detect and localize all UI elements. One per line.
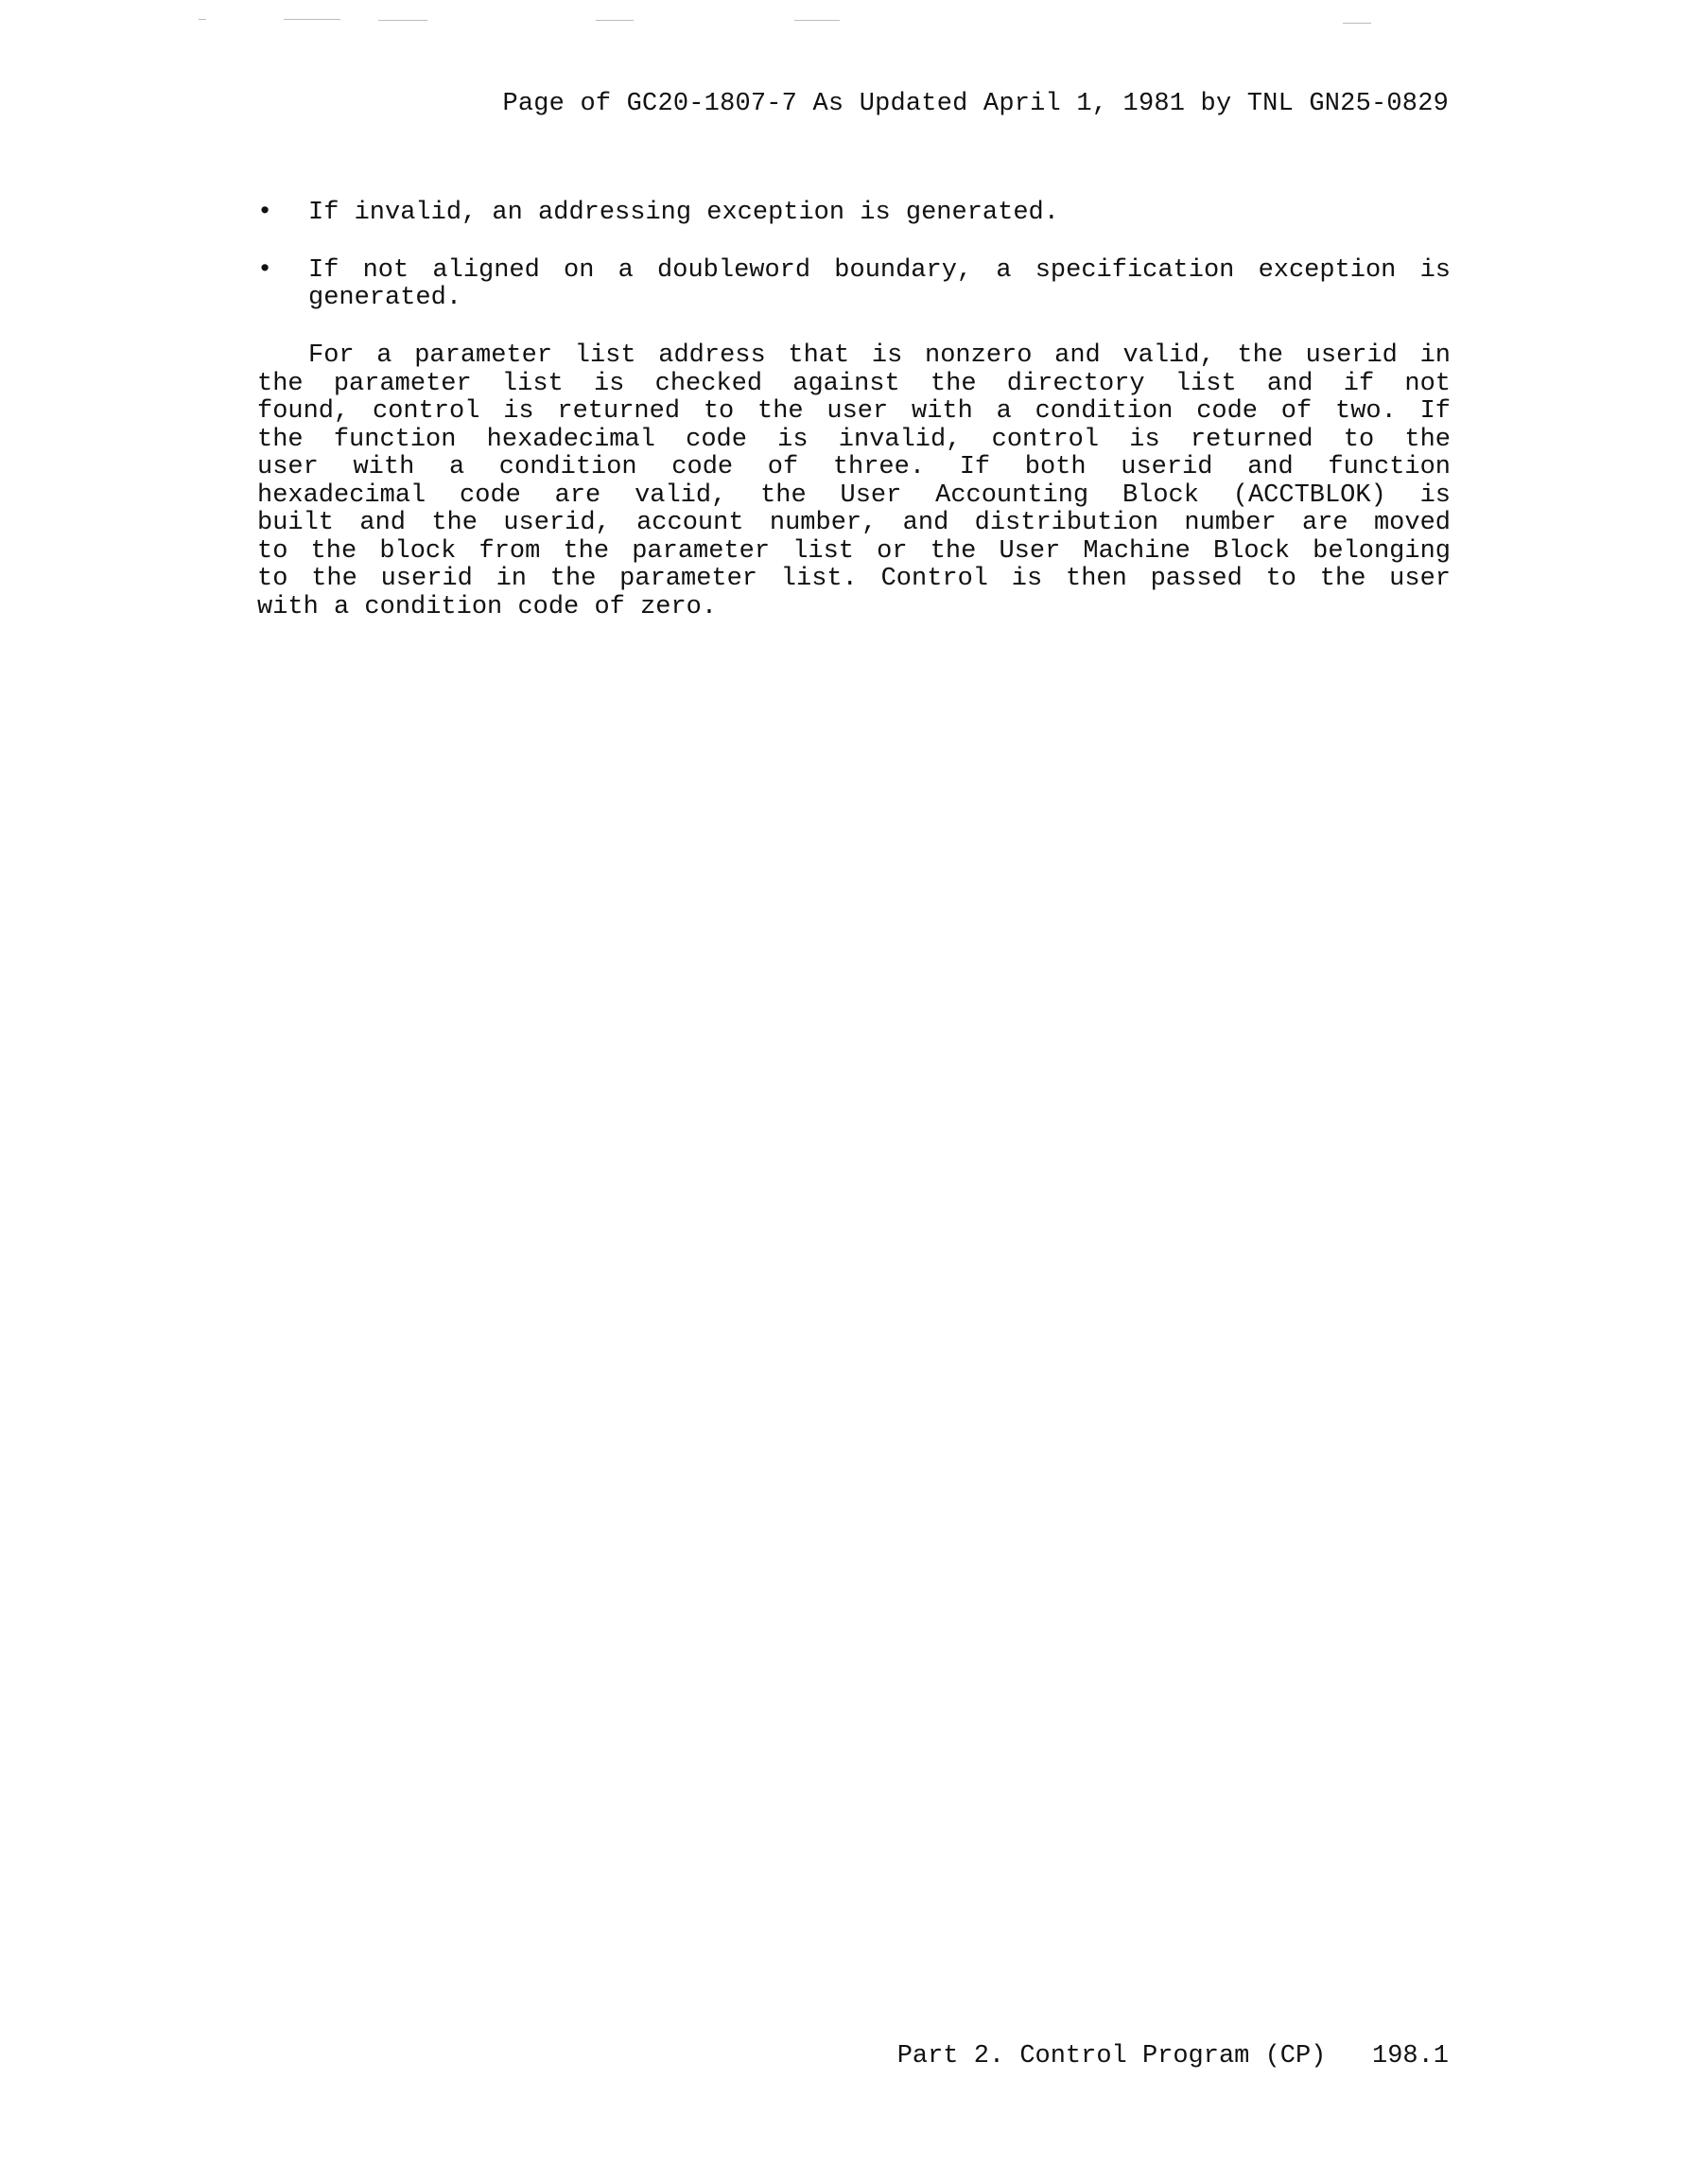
scan-artifact bbox=[199, 19, 206, 20]
scan-artifact bbox=[596, 20, 634, 21]
scan-artifact bbox=[1343, 23, 1371, 24]
list-item bbox=[257, 257, 1451, 313]
paragraph-line: user with a condition code of three. If both userid and function bbox=[257, 453, 1451, 481]
bullet-text: If not aligned on a doubleword boundary, a specification exception is generated. bbox=[308, 255, 1451, 312]
paragraph-line: hexadecimal code are valid, the User Accounting Block (ACCTBLOK) is bbox=[257, 480, 1451, 510]
paragraph-line: to the userid in the parameter list. Control is then passed to the user bbox=[257, 565, 1451, 593]
paragraph-line: found, control is returned to the user with a condition code of two. If bbox=[257, 397, 1451, 426]
paragraph-line: the parameter list is checked against the directory list and if not bbox=[257, 369, 1451, 398]
paragraph-line: with a condition code of zero. bbox=[257, 592, 718, 621]
bullet-list bbox=[257, 200, 1451, 342]
page-header: Page of GC20-1807-7 As Updated April 1, 1981 by TNL GN25-0829 bbox=[502, 90, 1449, 118]
paragraph-line: built and the userid, account number, and distribution number are moved bbox=[257, 509, 1451, 537]
bullet-marker: • bbox=[257, 199, 273, 227]
list-item bbox=[257, 200, 1451, 228]
bullet-marker: • bbox=[257, 255, 273, 285]
paragraph-line: the function hexadecimal code is invalid, control is returned to the bbox=[257, 425, 1451, 454]
scan-artifact bbox=[378, 20, 427, 21]
scan-artifact bbox=[284, 19, 340, 20]
page-footer: Part 2. Control Program (CP) 198.1 bbox=[896, 2042, 1449, 2070]
paragraph-line: For a parameter list address that is nonzero and valid, the userid in bbox=[308, 341, 1451, 370]
bullet-text: If invalid, an addressing exception is generated. bbox=[308, 199, 1059, 227]
paragraph-line: to the block from the parameter list or the User Machine Block belonging bbox=[257, 536, 1451, 566]
scan-artifact bbox=[794, 20, 840, 21]
body-paragraph bbox=[257, 342, 1451, 621]
